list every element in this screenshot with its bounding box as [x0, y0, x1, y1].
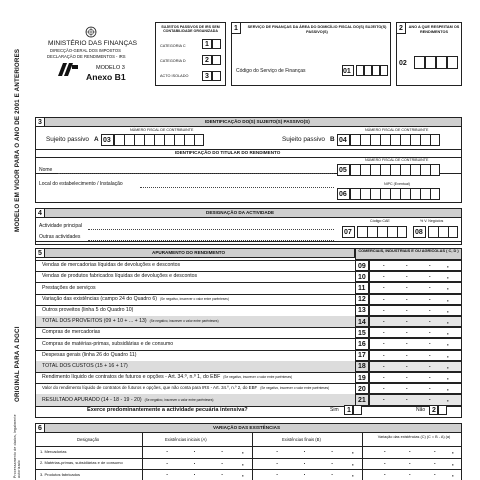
stock-amount-separator: .: [276, 459, 278, 466]
income-row-label: Compras de matérias-primas, subsidiárias e de consumo: [42, 340, 174, 347]
coat-of-arms-icon: [85, 25, 97, 37]
pecuaria-question: Exerce predominantemente a actividade pecuária intensiva?: [87, 407, 248, 413]
income-row-note: (Se negativo, inscrever o valor entre parênteses): [144, 397, 214, 402]
dgci-logo-icon: [58, 63, 78, 76]
nif-label-titular: NÚMERO FISCAL DE CONTRIBUINTE: [365, 158, 429, 162]
stock-amount-separator: .: [384, 459, 386, 466]
col-stock-variation: Variação das existências (C) (C = B - A) (a): [377, 435, 451, 439]
income-table-vline: [355, 248, 356, 406]
stock-initial-input[interactable]: [142, 458, 252, 470]
section-6-title: VARIAÇÃO DAS EXISTÊNCIAS: [213, 424, 281, 430]
stock-amount-separator: .: [221, 459, 223, 466]
amount-separator: .: [429, 351, 431, 358]
tax-office-input-2[interactable]: [364, 65, 372, 76]
amount-separator: .: [383, 385, 385, 392]
subject-a-letter: A: [94, 136, 99, 143]
section-4-outer: [35, 208, 462, 245]
tax-office-input-1[interactable]: [356, 65, 364, 76]
sim-checkbox[interactable]: [353, 405, 362, 415]
field-07-num: 07: [344, 229, 352, 236]
stock-amount-separator: .: [303, 471, 306, 477]
stock-amount-separator: .: [166, 448, 168, 454]
nao-num: 2: [432, 407, 436, 414]
amount-separator: .: [383, 396, 385, 403]
amount-separator: .: [406, 351, 408, 358]
stock-amount-decimal: ,: [452, 449, 454, 455]
amount-separator: .: [383, 351, 385, 358]
stock-amount-separator: .: [384, 448, 386, 454]
income-row-code: 10: [358, 273, 366, 281]
stock-final-input[interactable]: [252, 446, 362, 458]
income-row-label: Vendas de mercadorias líquidas de devoluções e descontos: [42, 262, 181, 269]
amount-separator: .: [406, 318, 408, 324]
income-row-label: Despesas gerais (linha 26 do Quadro 11): [42, 351, 137, 358]
amount-decimal-separator: ,: [447, 296, 449, 303]
amount-separator: .: [406, 306, 408, 313]
stock-row-label: 1. Mercadorias: [40, 448, 67, 454]
amount-separator: .: [383, 295, 385, 302]
box1-field-num: 01: [343, 68, 351, 75]
stock-amount-decimal: ,: [352, 472, 354, 478]
stock-amount-separator: .: [409, 448, 411, 454]
amount-separator: .: [383, 284, 385, 291]
nif-label-a: NÚMERO FISCAL DE CONTRIBUINTE: [130, 128, 194, 132]
stock-final-input[interactable]: [252, 469, 362, 480]
section-4-title: DESIGNAÇÃO DA ACTIVIDADE: [206, 209, 275, 215]
category-d-check[interactable]: [212, 55, 221, 65]
category-acto-num: 3: [205, 73, 209, 80]
amount-decimal-separator: ,: [447, 319, 449, 325]
stock-amount-separator: .: [193, 471, 196, 477]
amount-separator: .: [406, 385, 408, 392]
stock-amount-separator: .: [303, 459, 306, 466]
stock-amount-separator: .: [384, 471, 386, 477]
side-label-processing: Processamento de dados, legalmente autorizado: [13, 414, 21, 478]
income-row-code: 09: [358, 262, 366, 270]
income-row-code: 11: [358, 285, 366, 292]
nif-label-b: NÚMERO FISCAL DE CONTRIBUINTE: [365, 128, 429, 132]
income-row-note: (Se negativo, inscrever o valor entre parênteses): [159, 296, 229, 301]
income-row-code: 20: [358, 385, 366, 393]
income-row-code: 14: [358, 318, 366, 326]
subject-b-letter: B: [330, 136, 335, 143]
col-final-stock: Existências finais (B): [282, 437, 321, 442]
amount-decimal-separator: ,: [447, 307, 449, 314]
amount-separator: .: [406, 374, 408, 380]
income-row-label: Compras de mercadorias: [42, 329, 101, 336]
stock-final-input[interactable]: [252, 458, 362, 470]
stock-amount-decimal: ,: [352, 460, 354, 467]
income-row-code: 21: [358, 397, 366, 404]
section-5-number: 5: [38, 250, 42, 257]
field-03-num: 03: [103, 137, 111, 144]
stock-amount-separator: .: [434, 448, 436, 454]
field-05-num: 05: [339, 167, 347, 174]
field-08-num: 08: [415, 229, 423, 236]
stock-variation-input[interactable]: [362, 446, 462, 458]
amount-separator: .: [383, 262, 385, 268]
amount-separator: .: [429, 273, 431, 280]
income-row-label: Rendimento líquido de contratos de futuros e opções - Art. 34.º, n.º 1, do EBF (Se negativo, inscrever o valor entre parênteses): [42, 374, 293, 381]
year-input-1[interactable]: [414, 56, 425, 69]
income-row-code: 13: [358, 307, 366, 315]
stock-amount-decimal: ,: [452, 460, 454, 467]
category-acto-label: ACTO ISOLADO: [160, 74, 189, 78]
stock-amount-separator: .: [331, 459, 333, 466]
income-row-code: 15: [358, 329, 366, 337]
stock-initial-input[interactable]: [142, 446, 252, 458]
amount-separator: .: [429, 318, 431, 324]
col-initial-stock: Existências iniciais (A): [165, 437, 207, 442]
income-row-label: RESULTADO APURADO (14 - 18 - 19 - 20) (Se negativo, inscrever o valor entre parênteses): [42, 396, 214, 403]
anexo-label: Anexo B1: [86, 72, 126, 82]
income-row-label: Outros proveitos (linha 5 do Quadro 10): [42, 307, 134, 313]
amount-separator: .: [406, 284, 408, 291]
amount-decimal-separator: ,: [447, 352, 449, 359]
category-c-num: 1: [205, 41, 209, 48]
section-3-title: IDENTIFICAÇÃO DO(S) SUJEITO(S) PASSIVO(S): [205, 118, 310, 124]
categories-title: SUJEITOS PASSIVOS DE IRS SEM CONTABILIDADE ORGANIZADA: [161, 25, 220, 34]
main-activity-label: Actividade principal: [39, 223, 83, 229]
sim-label: Sim: [330, 407, 339, 413]
category-c-label: CATEGORIA C: [160, 44, 186, 48]
stock-amount-separator: .: [409, 471, 411, 477]
side-label-model-validity: MODELO EM VIGOR PARA O ANO DE 2001 E ANTERIORES: [14, 48, 21, 232]
name-label: Nome: [39, 167, 53, 173]
amount-separator: .: [406, 340, 408, 347]
other-activities-label: Outras actividades: [39, 234, 81, 240]
amount-separator: .: [406, 362, 408, 369]
amount-separator: .: [383, 340, 385, 347]
stock-row-label: 2. Matérias-primas, subsidiárias e de consumo: [40, 460, 123, 465]
tax-office-input-4[interactable]: [380, 65, 388, 76]
stock-amount-separator: .: [331, 471, 333, 477]
amount-separator: .: [429, 340, 431, 347]
nao-label: Não: [416, 407, 426, 413]
amount-separator: .: [429, 262, 431, 268]
stock-amount-separator: .: [434, 459, 436, 466]
section-5-column-title: COMERCIAIS, INDUSTRIAIS E OU AGRÍCOLAS ( C, D ): [358, 248, 459, 253]
income-row-note: (Se negativo, inscrever o valor entre parênteses): [149, 319, 219, 324]
subject-b-label: Sujeito passivo: [282, 136, 325, 143]
income-row-code: 17: [358, 352, 366, 360]
field-04-num: 04: [339, 137, 347, 144]
amount-separator: .: [429, 329, 431, 336]
income-row-label: Prestações de serviços: [42, 284, 96, 291]
amount-separator: .: [406, 396, 408, 403]
section-3-outer: [35, 117, 462, 203]
revenue-pct-label: % V. Negócios: [420, 219, 444, 223]
amount-separator: .: [429, 385, 431, 392]
amount-separator: .: [383, 306, 385, 313]
income-row-code: 19: [358, 374, 366, 382]
amount-decimal-separator: ,: [447, 341, 449, 348]
stock-amount-separator: .: [434, 471, 436, 477]
income-row-label: Valor do rendimento líquido de contratos de futuros e opções, que não conta para IRS - Art. 34.º, n.º 2, do EBF (Se negativo, inscrever o valor entre parênteses): [42, 385, 330, 391]
col-designation: Designação: [77, 437, 100, 442]
amount-separator: .: [406, 262, 408, 268]
amount-separator: .: [383, 273, 385, 280]
amount-decimal-separator: ,: [447, 363, 449, 370]
year-input-3[interactable]: [436, 56, 447, 69]
amount-separator: .: [383, 374, 385, 380]
stock-amount-separator: .: [193, 459, 196, 466]
section-6-number: 6: [38, 425, 42, 432]
income-table-top-line: [35, 260, 462, 261]
stock-amount-decimal: ,: [352, 449, 354, 455]
amount-separator: .: [429, 284, 431, 291]
stock-variation-input[interactable]: [362, 469, 462, 480]
income-row-code: 16: [358, 341, 366, 348]
amount-decimal-separator: ,: [447, 263, 449, 269]
declaration-name: DECLARAÇÃO DE RENDIMENTOS - IRS: [47, 54, 126, 59]
box1-number: 1: [234, 25, 238, 32]
tax-office-input-3[interactable]: [372, 65, 380, 76]
category-c-check[interactable]: [212, 39, 221, 49]
stock-amount-separator: .: [276, 448, 278, 454]
category-acto-check[interactable]: [212, 71, 221, 81]
amount-decimal-separator: ,: [447, 386, 449, 393]
stock-amount-separator: .: [166, 471, 168, 477]
section-5-title: APURAMENTO DO RENDIMENTO: [152, 249, 226, 255]
nao-checkbox[interactable]: [438, 405, 447, 415]
income-row-label: Vendas de produtos fabricados líquidas de devoluções e descontos: [42, 273, 198, 280]
amount-separator: .: [406, 273, 408, 280]
stock-amount-decimal: ,: [452, 472, 454, 478]
amount-separator: .: [429, 295, 431, 302]
directorate-name: DIRECÇÃO-GERAL DOS IMPOSTOS: [50, 48, 121, 53]
amount-separator: .: [383, 329, 385, 336]
income-row-label: TOTAL DOS PROVEITOS (09 + 10 + ... + 13) (Se negativo, inscrever o valor entre parênteses): [42, 318, 219, 325]
stock-amount-separator: .: [221, 471, 223, 477]
sim-num: 1: [347, 407, 351, 414]
stock-row-label: 3. Produtos fabricados: [40, 471, 81, 477]
box2-number: 2: [399, 25, 403, 32]
year-input-4[interactable]: [447, 56, 458, 69]
amount-decimal-separator: ,: [447, 274, 449, 281]
amount-decimal-separator: ,: [447, 397, 449, 404]
stock-amount-decimal: ,: [242, 460, 244, 467]
amount-decimal-separator: ,: [447, 285, 449, 292]
year-input-2[interactable]: [425, 56, 436, 69]
stock-amount-separator: .: [193, 448, 196, 454]
field-06-num: 06: [339, 191, 347, 198]
amount-decimal-separator: ,: [447, 375, 449, 381]
box2-field-num: 02: [399, 60, 407, 67]
box2-title: ANO A QUE RESPEITAM OS RENDIMENTOS: [408, 25, 460, 34]
income-row-code: 12: [358, 296, 366, 304]
amount-separator: .: [429, 396, 431, 403]
ministry-name: MINISTÉRIO DAS FINANÇAS: [48, 40, 138, 47]
amount-separator: .: [406, 295, 408, 302]
income-row-code: 18: [358, 363, 366, 371]
stock-amount-separator: .: [409, 459, 411, 466]
cae-code-label: Código CAE: [370, 219, 390, 223]
stock-variation-input[interactable]: [362, 458, 462, 470]
establishment-label: Local do estabelecimento / Instalação: [39, 181, 123, 187]
category-d-num: 2: [205, 57, 209, 64]
stock-amount-separator: .: [166, 459, 168, 466]
stock-amount-separator: .: [303, 448, 306, 454]
stock-amount-separator: .: [331, 448, 333, 454]
amount-separator: .: [383, 362, 385, 369]
stock-amount-separator: .: [276, 471, 278, 477]
amount-separator: .: [429, 374, 431, 380]
income-row-label: Variação das existências (campo 24 do Quadro 6) (Se negativo, inscrever o valor entre parênteses): [42, 295, 229, 302]
section-4-number: 4: [38, 210, 42, 217]
box1-label: Código do Serviço de Finanças: [236, 68, 306, 74]
stock-amount-decimal: ,: [242, 449, 244, 455]
nipc-label: NIPC (Eventual): [384, 182, 410, 186]
amount-separator: .: [383, 318, 385, 324]
titular-title: IDENTIFICAÇÃO DO TITULAR DO RENDIMENTO: [175, 150, 281, 155]
stock-amount-decimal: ,: [242, 472, 244, 478]
income-row-note: (Se negativo, inscrever o valor entre parênteses): [260, 386, 330, 391]
amount-separator: .: [406, 329, 408, 336]
amount-separator: .: [429, 306, 431, 313]
stock-amount-separator: .: [221, 448, 223, 454]
side-label-original-dgci: ORIGINAL PARA A DGCI: [14, 326, 21, 402]
category-d-label: CATEGORIA D: [160, 59, 186, 63]
income-row-note: (Se negativo, inscrever o valor entre parênteses): [223, 375, 293, 380]
stock-initial-input[interactable]: [142, 469, 252, 480]
subject-a-label: Sujeito passivo: [46, 136, 89, 143]
amount-decimal-separator: ,: [447, 330, 449, 337]
income-row-label: TOTAL DOS CUSTOS (15 + 16 + 17): [42, 363, 128, 369]
box1-title: SERVIÇO DE FINANÇAS DA ÁREA DO DOMICÍLIO FISCAL DO(S) SUJEITO(S) PASSIVO(S): [247, 25, 387, 34]
modelo-label: MODELO 3: [96, 65, 125, 71]
amount-separator: .: [429, 362, 431, 369]
section-3-number: 3: [38, 119, 42, 126]
